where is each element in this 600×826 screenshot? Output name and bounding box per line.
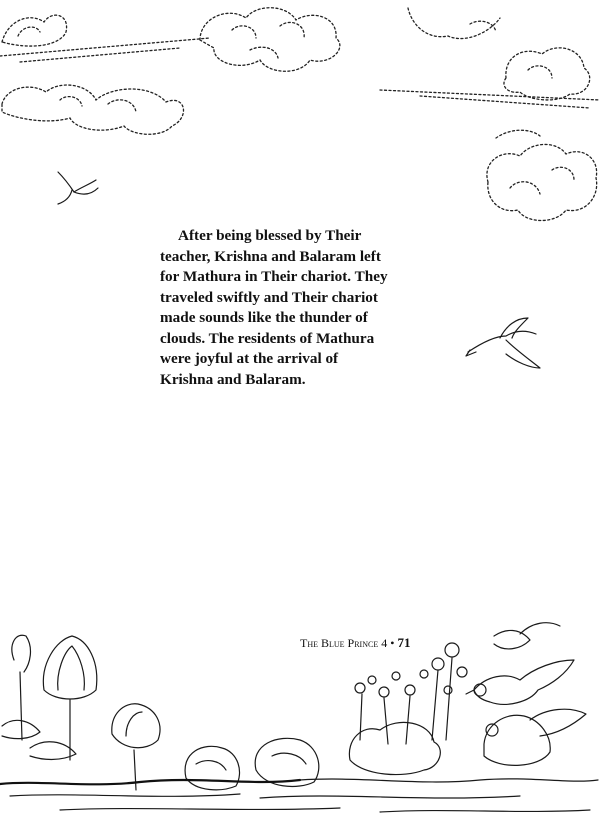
story-paragraph: After being blessed by Their teacher, Krishna and Balaram left for Mathura in Their chariot. They traveled swiftly and Their chariot made sounds like the thunder of clouds. The residents of Mathura were joyful at the arrival of Krishna and Balaram. [160,227,388,388]
lotus-flower-icon [2,635,160,790]
page-footer [300,635,500,651]
chapter-number: 4 [381,636,388,650]
page-number: 71 [397,635,411,650]
book-title: The Blue Prince [300,636,379,650]
water-lines [0,779,598,812]
flower-cluster-icon [349,643,467,775]
footer-separator: • [390,636,395,650]
